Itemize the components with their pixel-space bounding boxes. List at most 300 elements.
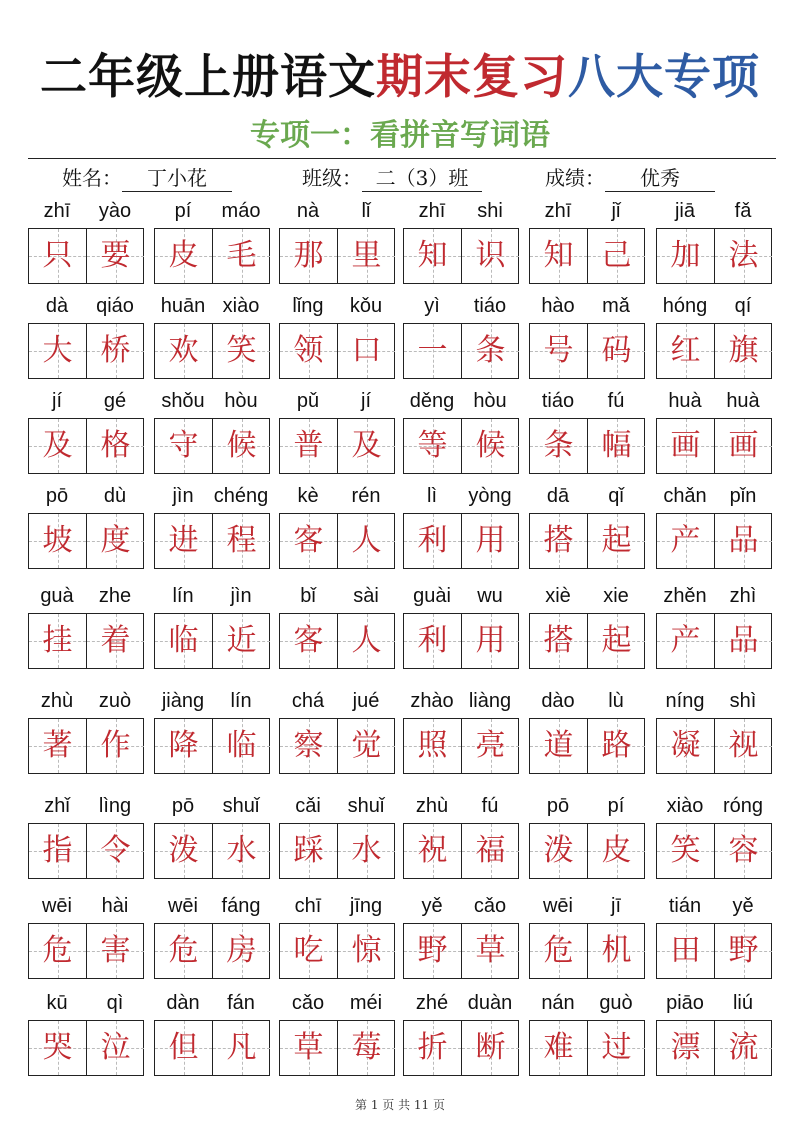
hanzi-answer: 田 [670,933,701,968]
pinyin-label: liàng [468,690,512,712]
character-cell [461,719,519,773]
tianzige-box [279,323,395,379]
pinyin-label: lín [230,690,252,712]
pinyin-label: fú [481,795,499,817]
character-cell [587,324,645,378]
hanzi-answer: 要 [100,238,131,273]
pinyin-label: yòng [468,485,512,507]
pinyin-label: qí [734,295,752,317]
hanzi-answer: 产 [670,523,701,558]
hanzi-answer: 容 [728,833,759,868]
hanzi-answer: 知 [417,238,448,273]
character-cell [29,924,86,978]
hanzi-answer: 用 [475,523,506,558]
pinyin-label: tiáo [473,295,507,317]
character-cell [714,924,772,978]
tianzige-box [28,613,144,669]
hanzi-answer: 折 [417,1030,448,1065]
character-cell [337,324,395,378]
character-cell [280,229,337,283]
pinyin-label: gé [103,390,127,412]
tianzige-box [28,418,144,474]
character-cell [86,419,144,473]
pinyin-label: nà [296,200,320,222]
pinyin-label: fǎ [734,200,752,222]
pinyin-label: xiào [666,795,704,817]
character-cell [657,229,714,283]
pinyin-label: fú [607,390,625,412]
hanzi-answer: 号 [543,333,574,368]
character-cell [461,229,519,283]
tianzige-box [403,718,519,774]
pinyin-label: dà [45,295,69,317]
pinyin-label: hóng [662,295,708,317]
hanzi-answer: 毛 [226,238,257,273]
hanzi-answer: 挂 [42,623,73,658]
hanzi-answer: 利 [417,523,448,558]
character-cell [461,514,519,568]
hanzi-answer: 条 [543,428,574,463]
tianzige-box [279,1020,395,1076]
hanzi-answer: 临 [226,728,257,763]
character-cell [657,614,714,668]
pinyin-label: pí [174,200,192,222]
hanzi-answer: 进 [168,523,199,558]
pinyin-label: chǎn [663,485,707,507]
pinyin-label: yě [732,895,754,917]
tianzige-box [28,718,144,774]
tianzige-box [403,323,519,379]
hanzi-answer: 搭 [543,523,574,558]
pinyin-label: shuǐ [222,795,260,817]
pinyin-label: zhe [98,585,132,607]
pinyin-label: liú [732,992,753,1014]
character-cell [657,824,714,878]
hanzi-answer: 候 [475,428,506,463]
tianzige-box [154,613,270,669]
tianzige-box [154,228,270,284]
hanzi-answer: 口 [351,333,382,368]
character-cell [714,719,772,773]
score-field [545,165,715,192]
character-cell [714,324,772,378]
pinyin-label: jīng [349,895,383,917]
hanzi-answer: 等 [417,428,448,463]
character-cell [714,419,772,473]
tianzige-box [28,923,144,979]
hanzi-answer: 危 [543,933,574,968]
pinyin-label: jiā [674,200,695,222]
character-cell [337,824,395,878]
tianzige-box [154,923,270,979]
tianzige-box [403,513,519,569]
character-cell [155,514,212,568]
character-cell [155,324,212,378]
pinyin-label: jí [52,390,62,412]
hanzi-answer: 近 [226,623,257,658]
character-cell [404,1021,461,1075]
pinyin-label: wu [477,585,503,607]
character-cell [212,324,270,378]
character-cell [714,614,772,668]
hanzi-answer: 人 [351,623,382,658]
tianzige-box [403,823,519,879]
pinyin-label: rén [351,485,381,507]
pinyin-label: pō [45,485,69,507]
hanzi-answer: 视 [728,728,759,763]
pinyin-label: xie [603,585,629,607]
hanzi-answer: 照 [417,728,448,763]
tianzige-box [279,613,395,669]
character-cell [29,1021,86,1075]
hanzi-answer: 路 [601,728,632,763]
pinyin-label: kū [46,992,68,1014]
pinyin-label: guò [599,992,633,1014]
pinyin-label: zhì [729,585,757,607]
character-cell [86,824,144,878]
character-cell [86,614,144,668]
hanzi-answer: 搭 [543,623,574,658]
hanzi-answer: 机 [601,933,632,968]
character-cell [461,924,519,978]
tianzige-box [279,513,395,569]
pinyin-label: jìn [172,485,194,507]
title-part-topics: 八大专项 [568,50,760,105]
hanzi-answer: 泼 [168,833,199,868]
tianzige-box [28,228,144,284]
character-cell [212,1021,270,1075]
hanzi-answer: 一 [417,333,448,368]
pinyin-label: huān [160,295,206,317]
character-cell [155,719,212,773]
character-cell [530,614,587,668]
pinyin-label: guài [413,585,451,607]
character-cell [657,419,714,473]
tianzige-box [403,228,519,284]
character-cell [461,419,519,473]
worksheet-title [0,44,800,112]
hanzi-answer: 领 [293,333,324,368]
character-cell [280,1021,337,1075]
character-cell [461,824,519,878]
class-label: 班级： [302,166,362,190]
pinyin-label: mǎ [602,295,630,317]
character-cell [587,614,645,668]
character-cell [337,1021,395,1075]
hanzi-answer: 画 [670,428,701,463]
character-cell [530,324,587,378]
pinyin-label: zhī [43,200,71,222]
pinyin-label: shuǐ [347,795,385,817]
hanzi-answer: 但 [168,1030,199,1065]
character-cell [657,924,714,978]
tianzige-box [154,513,270,569]
tianzige-box [154,1020,270,1076]
pinyin-label: shi [477,200,503,222]
pinyin-label: pō [171,795,195,817]
pinyin-label: jī [611,895,621,917]
pinyin-label: xiè [545,585,571,607]
tianzige-box [529,923,645,979]
tianzige-box [28,823,144,879]
hanzi-answer: 码 [601,333,632,368]
tianzige-box [279,228,395,284]
pinyin-label: fán [227,992,255,1014]
character-cell [280,614,337,668]
character-cell [155,1021,212,1075]
hanzi-answer: 欢 [168,333,199,368]
pinyin-label: lìng [98,795,132,817]
pinyin-label: jìn [230,585,252,607]
pinyin-label: jiàng [161,690,205,712]
character-cell [404,419,461,473]
tianzige-box [656,323,772,379]
hanzi-answer: 起 [601,623,632,658]
character-cell [530,924,587,978]
tianzige-box [656,228,772,284]
character-cell [155,419,212,473]
character-cell [212,614,270,668]
pinyin-label: tián [668,895,702,917]
character-cell [280,719,337,773]
hanzi-answer: 皮 [601,833,632,868]
hanzi-answer: 踩 [293,833,324,868]
pinyin-label: shǒu [161,390,205,412]
hanzi-answer: 画 [728,428,759,463]
pinyin-label: lǐ [361,200,371,222]
tianzige-box [656,613,772,669]
hanzi-answer: 品 [728,623,759,658]
hanzi-answer: 作 [100,728,131,763]
character-cell [155,824,212,878]
pinyin-label: kǒu [349,295,383,317]
class-field [302,165,482,192]
character-cell [86,324,144,378]
tianzige-box [529,228,645,284]
character-cell [587,924,645,978]
hanzi-answer: 哭 [42,1030,73,1065]
hanzi-answer: 惊 [351,933,382,968]
character-cell [587,1021,645,1075]
pinyin-label: dā [546,485,570,507]
character-cell [212,924,270,978]
hanzi-answer: 普 [293,428,324,463]
pinyin-label: zhī [418,200,446,222]
character-cell [714,229,772,283]
pinyin-label: hòu [224,390,258,412]
pinyin-label: chéng [213,485,269,507]
hanzi-answer: 幅 [601,428,632,463]
hanzi-answer: 己 [601,238,632,273]
title-part-review: 期末复习 [376,50,568,105]
hanzi-answer: 水 [226,833,257,868]
pinyin-label: lǐng [292,295,324,317]
hanzi-answer: 旗 [728,333,759,368]
character-cell [86,229,144,283]
pinyin-label: dào [541,690,575,712]
pinyin-label: hòu [473,390,507,412]
hanzi-answer: 祝 [417,833,448,868]
hanzi-answer: 程 [226,523,257,558]
pinyin-label: lì [427,485,437,507]
character-cell [461,324,519,378]
character-cell [86,924,144,978]
hanzi-answer: 候 [226,428,257,463]
hanzi-answer: 莓 [351,1030,382,1065]
pinyin-label: yì [424,295,440,317]
pinyin-label: shì [729,690,757,712]
tianzige-box [529,418,645,474]
class-value: 二（3）班 [362,165,482,192]
character-cell [404,824,461,878]
tianzige-box [529,613,645,669]
section-subtitle: 专项一：看拼音写词语 [250,118,550,153]
hanzi-answer: 用 [475,623,506,658]
tianzige-box [403,1020,519,1076]
pinyin-label: wēi [41,895,72,917]
character-cell [29,229,86,283]
character-cell [657,1021,714,1075]
character-cell [212,229,270,283]
pinyin-label: zhǐ [44,795,70,817]
pinyin-label: zhù [40,690,74,712]
hanzi-answer: 指 [42,833,73,868]
pinyin-label: lín [172,585,194,607]
hanzi-answer: 度 [100,523,131,558]
character-cell [404,924,461,978]
hanzi-answer: 道 [543,728,574,763]
character-cell [530,419,587,473]
score-value: 优秀 [605,165,715,192]
hanzi-answer: 格 [100,428,131,463]
tianzige-box [28,513,144,569]
character-cell [404,719,461,773]
character-cell [337,419,395,473]
character-cell [280,419,337,473]
pinyin-label: pǐn [729,485,757,507]
pinyin-label: sài [353,585,379,607]
hanzi-answer: 品 [728,523,759,558]
tianzige-box [529,323,645,379]
character-cell [530,824,587,878]
pinyin-label: yào [98,200,132,222]
character-cell [280,824,337,878]
pinyin-label: wēi [167,895,198,917]
pinyin-label: nán [541,992,575,1014]
character-cell [29,614,86,668]
hanzi-answer: 笑 [670,833,701,868]
pinyin-label: jí [361,390,371,412]
character-cell [714,514,772,568]
character-cell [212,514,270,568]
page-footer: 第 1 页 共 11 页 [355,1098,445,1112]
character-cell [29,324,86,378]
pinyin-label: zhù [415,795,449,817]
hanzi-answer: 只 [42,238,73,273]
character-cell [86,719,144,773]
pinyin-label: hào [541,295,575,317]
pinyin-label: zhī [544,200,572,222]
character-cell [404,514,461,568]
tianzige-box [656,418,772,474]
character-cell [587,229,645,283]
character-cell [337,229,395,283]
pinyin-label: máo [221,200,261,222]
character-cell [587,824,645,878]
pinyin-label: tiáo [541,390,575,412]
character-cell [86,1021,144,1075]
tianzige-box [279,418,395,474]
character-cell [29,824,86,878]
hanzi-answer: 危 [168,933,199,968]
pinyin-label: yě [421,895,443,917]
character-cell [29,719,86,773]
character-cell [280,514,337,568]
pinyin-label: piāo [666,992,704,1014]
pinyin-label: huà [726,390,760,412]
pinyin-label: qì [106,992,124,1014]
pinyin-label: cǎo [473,895,507,917]
hanzi-answer: 野 [728,933,759,968]
character-cell [86,514,144,568]
character-cell [155,924,212,978]
pinyin-label: fáng [221,895,261,917]
tianzige-box [529,1020,645,1076]
hanzi-answer: 法 [728,238,759,273]
character-cell [587,419,645,473]
score-label: 成绩： [545,166,605,190]
pinyin-label: jué [352,690,380,712]
hanzi-answer: 那 [293,238,324,273]
hanzi-answer: 房 [226,933,257,968]
tianzige-box [154,323,270,379]
tianzige-box [154,823,270,879]
hanzi-answer: 笑 [226,333,257,368]
hanzi-answer: 觉 [351,728,382,763]
pinyin-label: cǎi [295,795,321,817]
tianzige-box [154,418,270,474]
hanzi-answer: 客 [293,523,324,558]
title-part-grade: 二年级上册语文 [40,50,376,105]
tianzige-box [529,718,645,774]
character-cell [657,324,714,378]
tianzige-box [403,418,519,474]
pinyin-label: qǐ [608,485,624,507]
hanzi-answer: 知 [543,238,574,273]
tianzige-box [279,923,395,979]
character-cell [404,614,461,668]
pinyin-label: děng [409,390,455,412]
character-cell [714,1021,772,1075]
pinyin-label: zuò [98,690,132,712]
tianzige-box [529,823,645,879]
hanzi-answer: 泼 [543,833,574,868]
character-cell [280,924,337,978]
tianzige-box [154,718,270,774]
pinyin-label: dù [103,485,127,507]
hanzi-answer: 利 [417,623,448,658]
pinyin-label: bǐ [300,585,316,607]
hanzi-answer: 著 [42,728,73,763]
character-cell [29,514,86,568]
hanzi-answer: 里 [351,238,382,273]
hanzi-answer: 害 [100,933,131,968]
pinyin-label: zhào [410,690,454,712]
tianzige-box [28,1020,144,1076]
hanzi-answer: 客 [293,623,324,658]
hanzi-answer: 危 [42,933,73,968]
character-cell [530,1021,587,1075]
